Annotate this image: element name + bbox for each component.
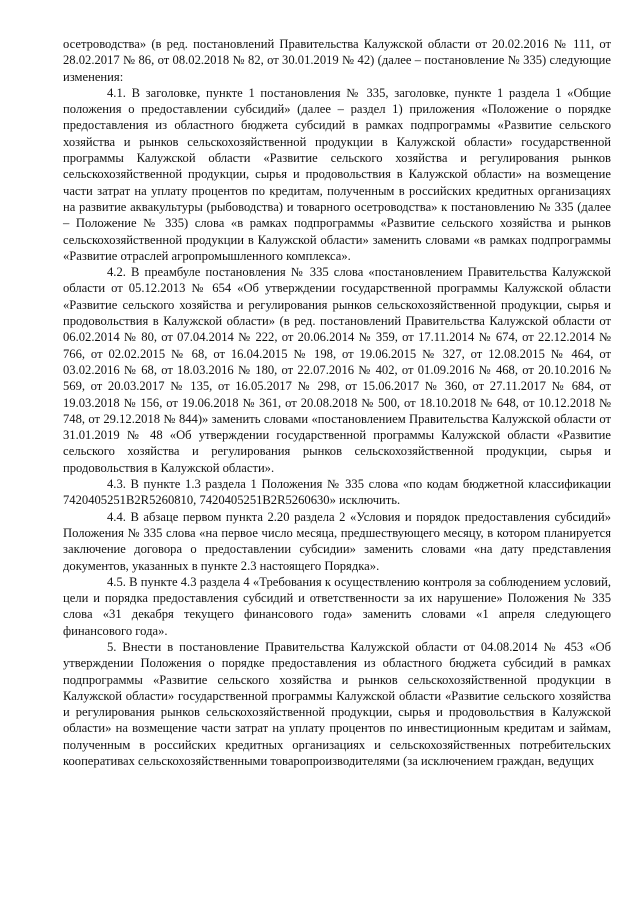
paragraph-4-3: 4.3. В пункте 1.3 раздела 1 Положения № 335 слова «по кодам бюджетной классификации 7420405251B2R5260810, 7420405251B2R5260630» исключить. <box>63 477 611 508</box>
paragraph-5: 5. Внести в постановление Правительства Калужской области от 04.08.2014 № 453 «Об утверждении Положения о порядке предоставления из областного бюджета субсидий в рамках подпрограммы «Развитие сельского хозяйства и рынков сельскохозяйственной продукции в Калужской области» государственной программы Калужской области «Развитие сельского хозяйства и регулирования рынков сельскохозяйственной продукции, сырья и продовольствия в Калужской области» на возмещение части затрат на уплату процентов по инвестиционным кредитам и займам, полученным в российских кредитных организациях и сельскохозяйственных потребительских кооперативах сельскохозяйственными товаропроизводителями (за исключением граждан, ведущих <box>63 639 611 769</box>
paragraph-4-5: 4.5. В пункте 4.3 раздела 4 «Требования к осуществлению контроля за соблюдением условий, цели и порядка предоставления субсидий и ответственности за их нарушение» Положения № 335 слова «31 декабря текущего финансового года» заменить словами «1 апреля следующего финансового года». <box>63 574 611 638</box>
paragraph-4-1: 4.1. В заголовке, пункте 1 постановления № 335, заголовке, пункте 1 раздела 1 «Общие положения о предоставлении субсидий» (далее – раздел 1) приложения «Положение о порядке предоставления из областного бюджета субсидий в рамках подпрограммы «Развитие сельского хозяйства и рынков сельскохозяйственной продукции в Калужской области» государственной программы Калужской области «Развитие сельского хозяйства и регулирования рынков сельскохозяйственной продукции, сырья и продовольствия в Калужской области» на возмещение части затрат на уплату процентов по кредитам, полученным в российских кредитных организациях на развитие аквакультуры (рыбоводства) и товарного осетроводства» к постановлению № 335 (далее – Положение № 335) слова «в рамках подпрограммы «Развитие сельского хозяйства и рынков сельскохозяйственной продукции в Калужской области» заменить словами «в рамках подпрограммы «Развитие отраслей агропромышленного комплекса». <box>63 85 611 263</box>
paragraph-4-4: 4.4. В абзаце первом пункта 2.20 раздела 2 «Условия и порядок предоставления субсидий» Положения № 335 слова «на первое число месяца, предшествующего месяцу, в котором планируется заключение договора о предоставлении субсидии» заменить словами «на дату представления документов, указанных в пункте 2.3 настоящего Порядка». <box>63 509 611 573</box>
document-body <box>63 36 611 769</box>
paragraph-continuation: осетроводства» (в ред. постановлений Правительства Калужской области от 20.02.2016 № 111, от 28.02.2017 № 86, от 08.02.2018 № 82, от 30.01.2019 № 42) (далее – постановление № 335) следующие изменения: <box>63 37 611 84</box>
paragraph-4-2: 4.2. В преамбуле постановления № 335 слова «постановлением Правительства Калужской области от 05.12.2013 № 654 «Об утверждении государственной программы Калужской области «Развитие сельского хозяйства и регулирования рынков сельскохозяйственной продукции, сырья и продовольствия в Калужской области» (в ред. постановлений Правительства Калужской области от 06.02.2014 № 80, от 07.04.2014 № 222, от 20.06.2014 № 359, от 17.11.2014 № 674, от 22.12.2014 № 766, от 02.02.2015 № 68, от 16.04.2015 № 198, от 19.06.2015 № 327, от 12.08.2015 № 464, от 03.02.2016 № 68, от 18.03.2016 № 180, от 22.07.2016 № 402, от 01.09.2016 № 468, от 20.10.2016 № 569, от 20.03.2017 № 135, от 16.05.2017 № 298, от 15.06.2017 № 360, от 27.11.2017 № 684, от 19.03.2018 № 156, от 19.06.2018 № 361, от 20.08.2018 № 500, от 18.10.2018 № 648, от 10.12.2018 № 748, от 29.12.2018 № 844)» заменить словами «постановлением Правительства Калужской области от 31.01.2019 № 48 «Об утверждении государственной программы Калужской области «Развитие сельского хозяйства и регулирования рынков сельскохозяйственной продукции, сырья и продовольствия в Калужской области». <box>63 265 611 475</box>
